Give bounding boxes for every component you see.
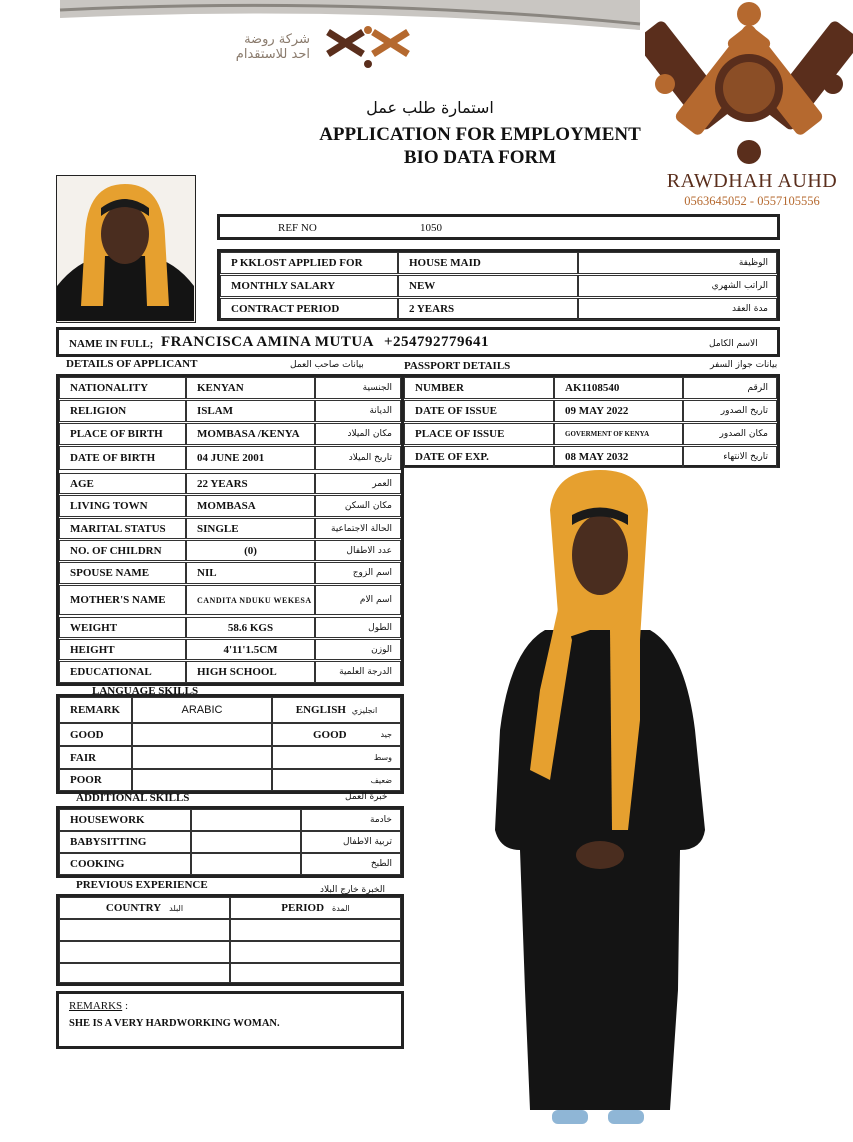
small-logo-icon bbox=[318, 24, 418, 70]
experience-row bbox=[59, 963, 230, 983]
applicant-row-value: NIL bbox=[186, 562, 315, 584]
skills-row-label-ar: خادمة bbox=[301, 809, 401, 831]
previous-section-title-ar: الخبرة خارج البلاد bbox=[320, 885, 385, 895]
form-title-arabic: استمارة طلب عمل bbox=[366, 98, 494, 117]
language-header-english: ENGLISH انجليزي bbox=[272, 697, 401, 723]
applicant-section-title-ar: بيانات صاحب العمل bbox=[290, 360, 364, 370]
experience-header-country: COUNTRY البلد bbox=[59, 897, 230, 919]
skills-row-label: COOKING bbox=[59, 853, 191, 875]
passport-row-label-ar: مكان الصدور bbox=[683, 423, 777, 445]
brand-phones: 0563645052 - 0557105556 bbox=[684, 194, 820, 208]
passport-row-label: DATE OF ISSUE bbox=[404, 400, 554, 422]
language-header-arabic: ARABIC bbox=[132, 697, 272, 723]
portrait-figure bbox=[57, 176, 194, 321]
passport-row-label: PLACE OF ISSUE bbox=[404, 423, 554, 445]
ref-box bbox=[217, 214, 780, 240]
applicant-row-value: MOMBASA /KENYA bbox=[186, 423, 315, 445]
language-row-label: POOR bbox=[59, 769, 132, 791]
skills-row-value bbox=[191, 809, 301, 831]
job-row-label-ar: مدة العقد bbox=[578, 298, 777, 320]
passport-section-title-ar: بيانات جواز السفر bbox=[710, 360, 778, 370]
language-header-remark: REMARK bbox=[59, 697, 132, 723]
applicant-row-label: WEIGHT bbox=[59, 617, 186, 638]
experience-row bbox=[230, 919, 401, 941]
applicant-row-label-ar: عدد الاطفال bbox=[315, 540, 401, 561]
remarks-label: REMARKS : bbox=[69, 1000, 128, 1012]
language-row-english: وسط bbox=[272, 746, 401, 769]
applicant-row-label: NATIONALITY bbox=[59, 377, 186, 399]
applicant-row-value: MOMBASA bbox=[186, 495, 315, 517]
name-box bbox=[56, 327, 780, 357]
name-phone: +254792779641 bbox=[384, 334, 490, 350]
applicant-row-label: MOTHER'S NAME bbox=[59, 585, 186, 615]
job-row-label-ar: الوظيفة bbox=[578, 252, 777, 274]
applicant-row-label-ar: الطول bbox=[315, 617, 401, 638]
language-section-title: LANGUAGE SKILLS bbox=[92, 685, 199, 697]
previous-section-title: PREVIOUS EXPERIENCE bbox=[76, 879, 208, 891]
name-label: NAME IN FULL; bbox=[69, 338, 154, 350]
brand-name: RAWDHAH AUHD bbox=[666, 170, 838, 192]
applicant-row-label-ar: تاريخ الميلاد bbox=[315, 446, 401, 470]
full-body-photo bbox=[490, 470, 710, 1137]
applicant-row-label-ar: العمر bbox=[315, 473, 401, 494]
company-arabic-name: شركة روضة احد للاستقدام bbox=[235, 32, 310, 62]
applicant-row-label-ar: الديانة bbox=[315, 400, 401, 422]
passport-section-title: PASSPORT DETAILS bbox=[404, 360, 511, 372]
applicant-row-label: NO. OF CHILDRN bbox=[59, 540, 186, 561]
skills-row-label: BABYSITTING bbox=[59, 831, 191, 853]
remarks-text: SHE IS A VERY HARDWORKING WOMAN. bbox=[69, 1018, 280, 1029]
job-row-value: NEW bbox=[398, 275, 578, 297]
skills-row-label-ar: تربية الاطفال bbox=[301, 831, 401, 853]
applicant-row-label: PLACE OF BIRTH bbox=[59, 423, 186, 445]
form-title: APPLICATION FOR EMPLOYMENT bbox=[319, 124, 641, 145]
form-subtitle: BIO DATA FORM bbox=[403, 147, 557, 168]
passport-row-label-ar: تاريخ الانتهاء bbox=[683, 446, 777, 468]
remarks-box bbox=[56, 991, 404, 1049]
passport-row-label-ar: تاريخ الصدور bbox=[683, 400, 777, 422]
additional-section-title-ar: خبرة العمل bbox=[345, 792, 388, 802]
company-small-logo bbox=[200, 22, 430, 72]
experience-row bbox=[230, 963, 401, 983]
language-row-english: GOOD جيد bbox=[272, 723, 401, 746]
applicant-row-value: 58.6 KGS bbox=[186, 617, 315, 638]
applicant-row-value: ISLAM bbox=[186, 400, 315, 422]
job-row-label: CONTRACT PERIOD bbox=[220, 298, 398, 320]
language-row-label: FAIR bbox=[59, 746, 132, 769]
additional-section-title: ADDITIONAL SKILLS bbox=[76, 792, 190, 804]
applicant-row-label-ar: الدرجة العلمية bbox=[315, 661, 401, 683]
applicant-row-label-ar: الحالة الاجتماعية bbox=[315, 518, 401, 539]
applicant-section-title: DETAILS OF APPLICANT bbox=[66, 358, 198, 370]
applicant-row-value: SINGLE bbox=[186, 518, 315, 539]
language-row-label: GOOD bbox=[59, 723, 132, 746]
applicant-row-value: 22 YEARS bbox=[186, 473, 315, 494]
language-row-english: ضعيف bbox=[272, 769, 401, 791]
passport-photo bbox=[56, 175, 196, 323]
experience-row bbox=[59, 941, 230, 963]
language-row-arabic bbox=[132, 769, 272, 791]
standing-figure bbox=[490, 470, 710, 1137]
applicant-row-label-ar: مكان الميلاد bbox=[315, 423, 401, 445]
applicant-row-value: KENYAN bbox=[186, 377, 315, 399]
applicant-row-label: DATE OF BIRTH bbox=[59, 446, 186, 470]
applicant-row-value: 4'11'1.5CM bbox=[186, 639, 315, 660]
applicant-row-label: RELIGION bbox=[59, 400, 186, 422]
passport-row-label: DATE OF EXP. bbox=[404, 446, 554, 468]
applicant-row-label: EDUCATIONAL bbox=[59, 661, 186, 683]
applicant-row-label-ar: اسم الام bbox=[315, 585, 401, 615]
skills-row-value bbox=[191, 853, 301, 875]
experience-row bbox=[230, 941, 401, 963]
applicant-row-label-ar: اسم الزوج bbox=[315, 562, 401, 584]
skills-row-value bbox=[191, 831, 301, 853]
experience-header-period: PERIOD المدة bbox=[230, 897, 401, 919]
job-row-label-ar: الراتب الشهري bbox=[578, 275, 777, 297]
brand-logo bbox=[645, 0, 853, 215]
applicant-row-label: MARITAL STATUS bbox=[59, 518, 186, 539]
applicant-row-label: HEIGHT bbox=[59, 639, 186, 660]
job-row-value: 2 YEARS bbox=[398, 298, 578, 320]
job-row-label: MONTHLY SALARY bbox=[220, 275, 398, 297]
applicant-row-value: CANDITA NDUKU WEKESA bbox=[186, 585, 315, 615]
passport-row-label-ar: الرقم bbox=[683, 377, 777, 399]
applicant-row-label: LIVING TOWN bbox=[59, 495, 186, 517]
passport-row-value: 09 MAY 2022 bbox=[554, 400, 683, 422]
applicant-row-label: AGE bbox=[59, 473, 186, 494]
language-row-arabic bbox=[132, 746, 272, 769]
passport-row-value: 08 MAY 2032 bbox=[554, 446, 683, 468]
ref-label: REF NO bbox=[278, 222, 317, 234]
passport-row-value: GOVERMENT OF KENYA bbox=[554, 423, 683, 445]
passport-row-label: NUMBER bbox=[404, 377, 554, 399]
skills-row-label-ar: الطبخ bbox=[301, 853, 401, 875]
applicant-row-label: SPOUSE NAME bbox=[59, 562, 186, 584]
job-row-value: HOUSE MAID bbox=[398, 252, 578, 274]
applicant-row-value: 04 JUNE 2001 bbox=[186, 446, 315, 470]
name-label-ar: الاسم الكامل bbox=[709, 339, 758, 349]
experience-row bbox=[59, 919, 230, 941]
language-row-arabic bbox=[132, 723, 272, 746]
brand-logo-icon bbox=[645, 0, 853, 170]
name-value: FRANCISCA AMINA MUTUA bbox=[161, 334, 375, 350]
ref-value: 1050 bbox=[420, 222, 442, 234]
skills-row-label: HOUSEWORK bbox=[59, 809, 191, 831]
applicant-row-value: HIGH SCHOOL bbox=[186, 661, 315, 683]
job-row-label: P KKLOST APPLIED FOR bbox=[220, 252, 398, 274]
passport-row-value: AK1108540 bbox=[554, 377, 683, 399]
applicant-row-value: (0) bbox=[186, 540, 315, 561]
applicant-row-label-ar: الجنسية bbox=[315, 377, 401, 399]
applicant-row-label-ar: الوزن bbox=[315, 639, 401, 660]
applicant-row-label-ar: مكان السكن bbox=[315, 495, 401, 517]
